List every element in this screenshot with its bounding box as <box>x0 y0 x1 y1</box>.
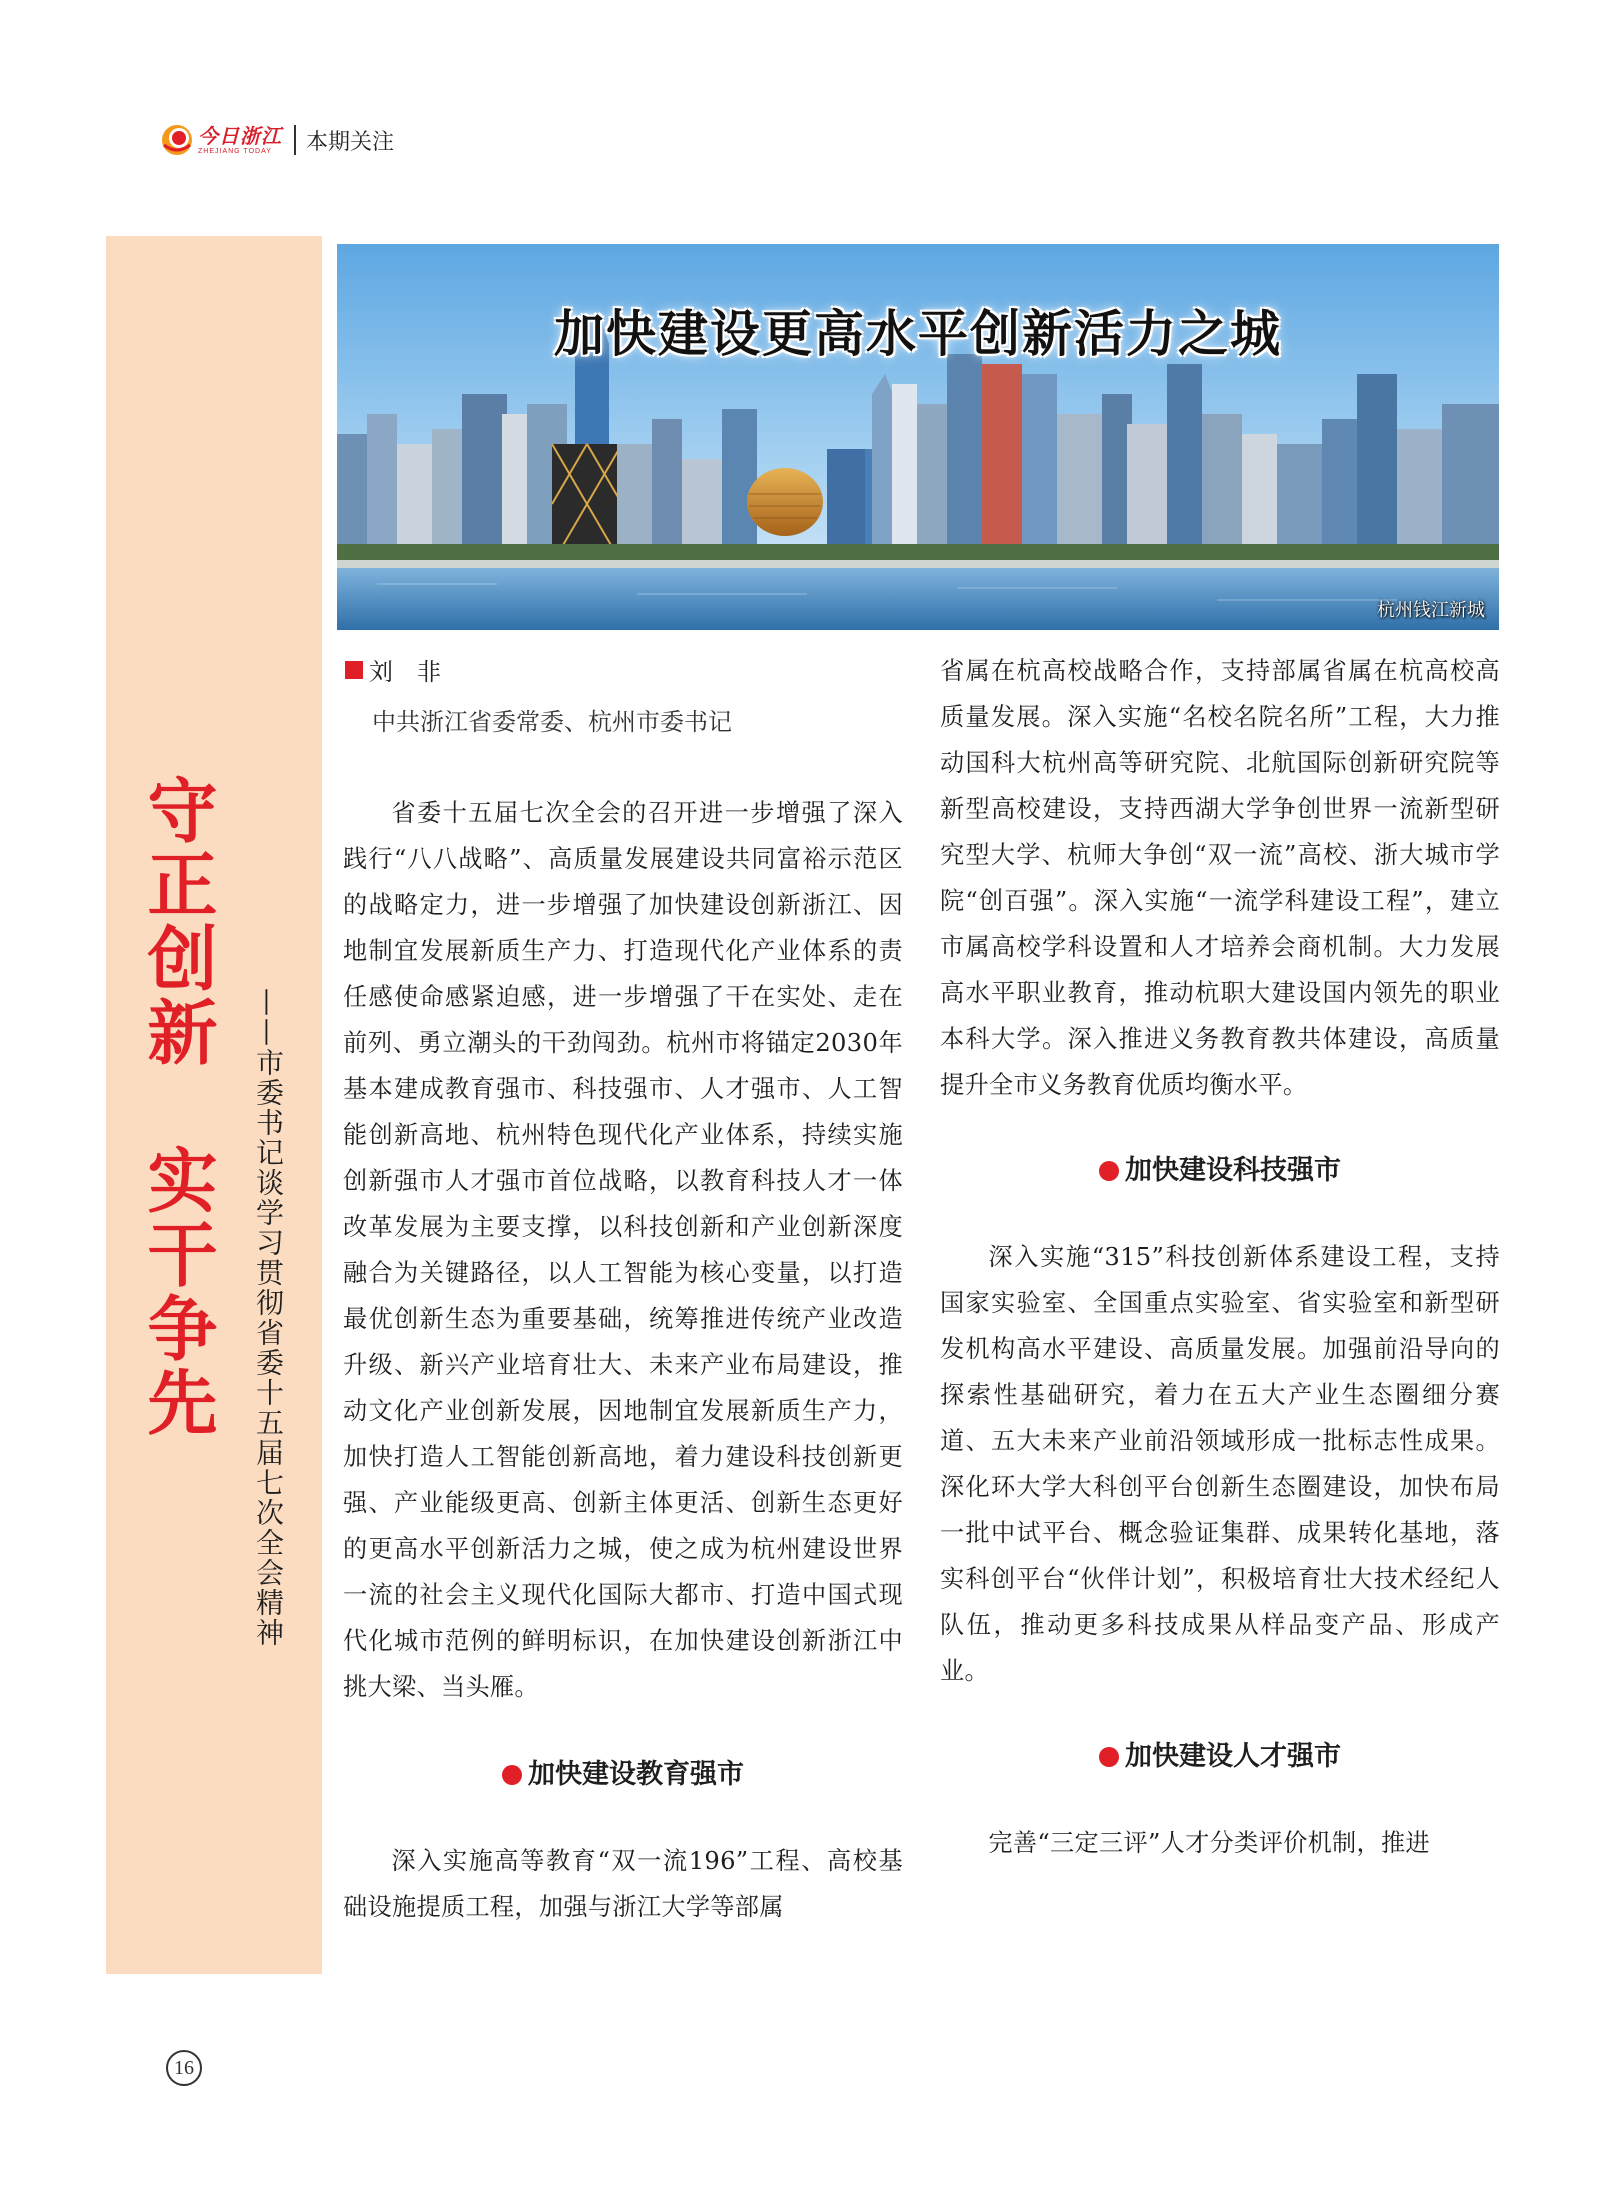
page-header <box>160 118 394 162</box>
column-subtitle: ——市委书记谈学习贯彻省委十五届七次全会精神 <box>252 988 285 1648</box>
education-paragraph-continued: 省属在杭高校战略合作，支持部属省属在杭高校高质量发展。深入实施“名校名院名所”工程，大力推动国科大杭州高等研究院、北航国际创新研究院等新型高校建设，支持西湖大学争创世界一流新型研究型大学、杭师大争创“双一流”高校、浙大城市学院“创百强”。深入实施“一流学科建设工程”，建立市属高校学科设置和人才培养会商机制。大力发展高水平职业教育，推动杭职大建设国内领先的职业本科大学。深入推进义务教育教共体建设，高质量提升全市义务教育优质均衡水平。 <box>940 657 1500 1099</box>
sun-logo-icon <box>160 123 194 157</box>
talent-paragraph-start: 完善“三定三评”人才分类评价机制，推进 <box>988 1829 1431 1857</box>
red-dot-icon <box>1099 1747 1119 1767</box>
photo-caption: 杭州钱江新城 <box>1377 600 1485 621</box>
page-number: 16 <box>166 2050 202 2086</box>
logo-english-text: ZHEJIANG TODAY <box>198 147 272 155</box>
heading-text: 加快建设科技强市 <box>1125 1155 1341 1186</box>
red-dot-icon <box>502 1765 522 1785</box>
section-name: 本期关注 <box>306 129 395 155</box>
section-heading-talent <box>940 1734 1500 1780</box>
article-left-column <box>343 790 903 1930</box>
technology-paragraph: 深入实施“315”科技创新体系建设工程，支持国家实验室、全国重点实验室、省实验室和新型研发机构高水平建设、高质量发展。加强前沿导向的探索性基础研究，着力在五大产业生态圈细分赛道、五大未来产业前沿领域形成一批标志性成果。深化环大学大科创平台创新生态圈建设，加快布局一批中试平台、概念验证集群、成果转化基地，落实科创平台“伙伴计划”，积极培育壮大技术经纪人队伍，推动更多科技成果从样品变产品、形成产业。 <box>940 1243 1500 1685</box>
banner-headline: 加快建设更高水平创新活力之城 <box>554 304 1282 363</box>
author-title: 中共浙江省委常委、杭州市委书记 <box>372 708 732 736</box>
banner-photo <box>337 244 1499 630</box>
header-divider <box>294 125 296 155</box>
heading-text: 加快建设人才强市 <box>1125 1741 1341 1772</box>
article-right-column <box>940 648 1500 1866</box>
intro-paragraph: 省委十五届七次全会的召开进一步增强了深入践行“八八战略”、高质量发展建设共同富裕示范区的战略定力，进一步增强了加快建设创新浙江、因地制宜发展新质生产力、打造现代化产业体系的责任感使命感紧迫感，进一步增强了干在实处、走在前列、勇立潮头的干劲闯劲。杭州市将锚定2030年基本建成教育强市、科技强市、人才强市、人工智能创新高地、杭州特色现代化产业体系，持续实施创新强市人才强市首位战略，以教育科技人才一体改革发展为主要支撑，以科技创新和产业创新深度融合为关键路径，以人工智能为核心变量，以打造最优创新生态为重要基础，统筹推进传统产业改造升级、新兴产业培育壮大、未来产业布局建设，推动文化产业创新发展，因地制宜发展新质生产力，加快打造人工智能创新高地，着力建设科技创新更强、产业能级更高、创新主体更活、创新生态更好的更高水平创新活力之城，使之成为杭州建设世界一流的社会主义现代化国际大都市、打造中国式现代化城市范例的鲜明标识，在加快建设创新浙江中挑大梁、当头雁。 <box>343 799 903 1701</box>
red-dot-icon <box>1099 1161 1119 1181</box>
column-title: 守正创新 实干争先 <box>136 774 218 1440</box>
red-square-icon <box>345 661 363 679</box>
heading-text: 加快建设教育强市 <box>528 1759 744 1790</box>
author-byline <box>345 652 441 687</box>
author-name: 刘 非 <box>369 658 441 686</box>
magazine-logo <box>160 123 282 157</box>
section-heading-education <box>343 1752 903 1798</box>
sidebar-column-title <box>106 236 322 1974</box>
education-paragraph-start: 深入实施高等教育“双一流196”工程、高校基础设施提质工程，加强与浙江大学等部属 <box>343 1847 903 1921</box>
logo-chinese-text: 今日浙江 <box>198 123 282 148</box>
section-heading-technology <box>940 1148 1500 1194</box>
